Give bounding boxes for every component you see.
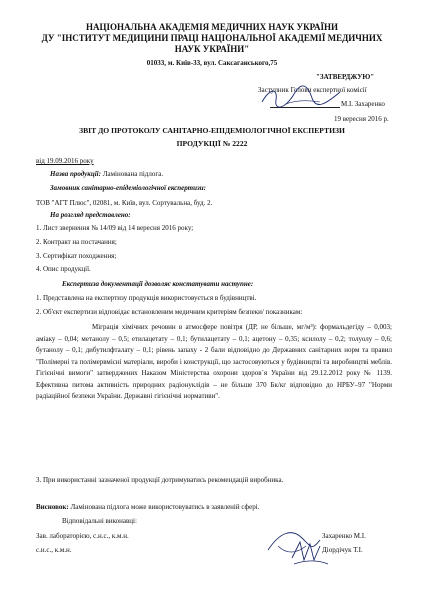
submitted-item: 2. Контракт на постачання; — [36, 238, 117, 246]
executor-name-2: Діордічук Т.І. — [322, 546, 363, 554]
executor-signature-2 — [288, 534, 332, 570]
approval-signatory: М.І. Захаренко — [341, 100, 385, 108]
approval-date: 19 вересня 2016 р. — [334, 115, 389, 123]
findings-item-2: 2. Об'єкт експертизи відповідає встановленим медичним критеріям безпеки/ показникам: — [36, 308, 303, 316]
approval-signature — [256, 82, 346, 110]
approval-position: Заступник Голови експертної комісії — [258, 86, 367, 94]
approval-title: "ЗАТВЕРДЖУЮ" — [316, 73, 375, 81]
findings-label: Експертиза документації дозволяє констатувати наступне: — [62, 280, 254, 288]
executor-name-1: Захаренко М.І. — [322, 532, 366, 540]
customer-label: Замовник санітарно-епідеміологічної експертизи: — [50, 184, 206, 192]
submitted-item: 4. Опис продукції. — [36, 265, 91, 273]
org-name-line1: НАЦІОНАЛЬНА АКАДЕМІЯ МЕДИЧНИХ НАУК УКРАЇНИ — [86, 22, 338, 32]
report-title-line1: ЗВІТ ДО ПРОТОКОЛУ САНІТАРНО-ЕПІДЕМІОЛОГІЧНОЇ ЕКСПЕРТИЗИ — [79, 126, 345, 135]
executor-role-2: с.н.с., к.м.н. — [36, 546, 72, 554]
report-title-line2: ПРОДУКЦІЇ № 2222 — [176, 139, 248, 148]
executors-label: Відповідальні виконавці: — [62, 517, 137, 525]
submitted-item: 3. Сертифікат походження; — [36, 252, 117, 260]
findings-item-1: 1. Представлена на експертизу продукція використовується в будівництві. — [36, 294, 257, 302]
customer-value: ТОВ "АГТ Плюс", 02081, м. Київ, вул. Сортувальна, буд. 2. — [36, 199, 213, 207]
product-label: Назва продукції: — [50, 170, 101, 178]
findings-item-3: 3. При використанні зазначеної продукції дотримуватись рекомендацій виробника. — [36, 476, 284, 484]
submitted-item: 1. Лист звернення № 14/09 від 14 вересня 2016 року; — [36, 224, 194, 232]
org-name-line2: ДУ "ІНСТИТУТ МЕДИЦИНИ ПРАЦІ НАЦІОНАЛЬНОЇ АКАДЕМІЇ МЕДИЧНИХ — [41, 33, 383, 43]
conclusion-label: Висновок: — [36, 503, 69, 511]
conclusion-value: Ламінована підлога може використовуватись в заявленій сфері. — [70, 503, 260, 511]
org-address: 01033, м. Київ-33, вул. Саксаганського,75 — [146, 59, 278, 67]
org-name-line3: НАУК УКРАЇНИ" — [174, 44, 250, 54]
submitted-label: На розгляд представлено: — [50, 211, 131, 219]
product-value: Ламінована підлога. — [102, 170, 164, 178]
report-date: від 19.09.2016 року — [36, 157, 94, 165]
executor-role-1: Зав. лабораторією, с.н.с., к.м.н. — [36, 532, 129, 540]
findings-item-2-details: Міграція хімічних речовин в атмосфере повітря (ДР, не більше, мг/м³): формальдегіду – 0,003; аміаку – 0,04; метанолу – 0,5; етилацетату – 0,1; бутилацетату – 0,1; ацетону – 0,35; ксилолу – 0,2; толуолу – 0,6; бутанолу – 0,1; дибутилфталату – 0,1; рівень запаху - 2 бали відповідно до Державних санітарних норм та правил "Полімерні та полімервмісні матеріали, вироби і конструкції, що застосовуються у будівництві та виробництві меблів. Гігієнічні вимоги" затверджених Наказом Міністерства охорони здоров`я України від 29.12.2012 року № 1139. Ефективна питома активність природних радіонуклідів – не більше 370 Бк/кг відповідно до НРБУ–97 "Норми радіаційної безпеки України. Державні гігієнічні нормативи". — [36, 323, 392, 400]
